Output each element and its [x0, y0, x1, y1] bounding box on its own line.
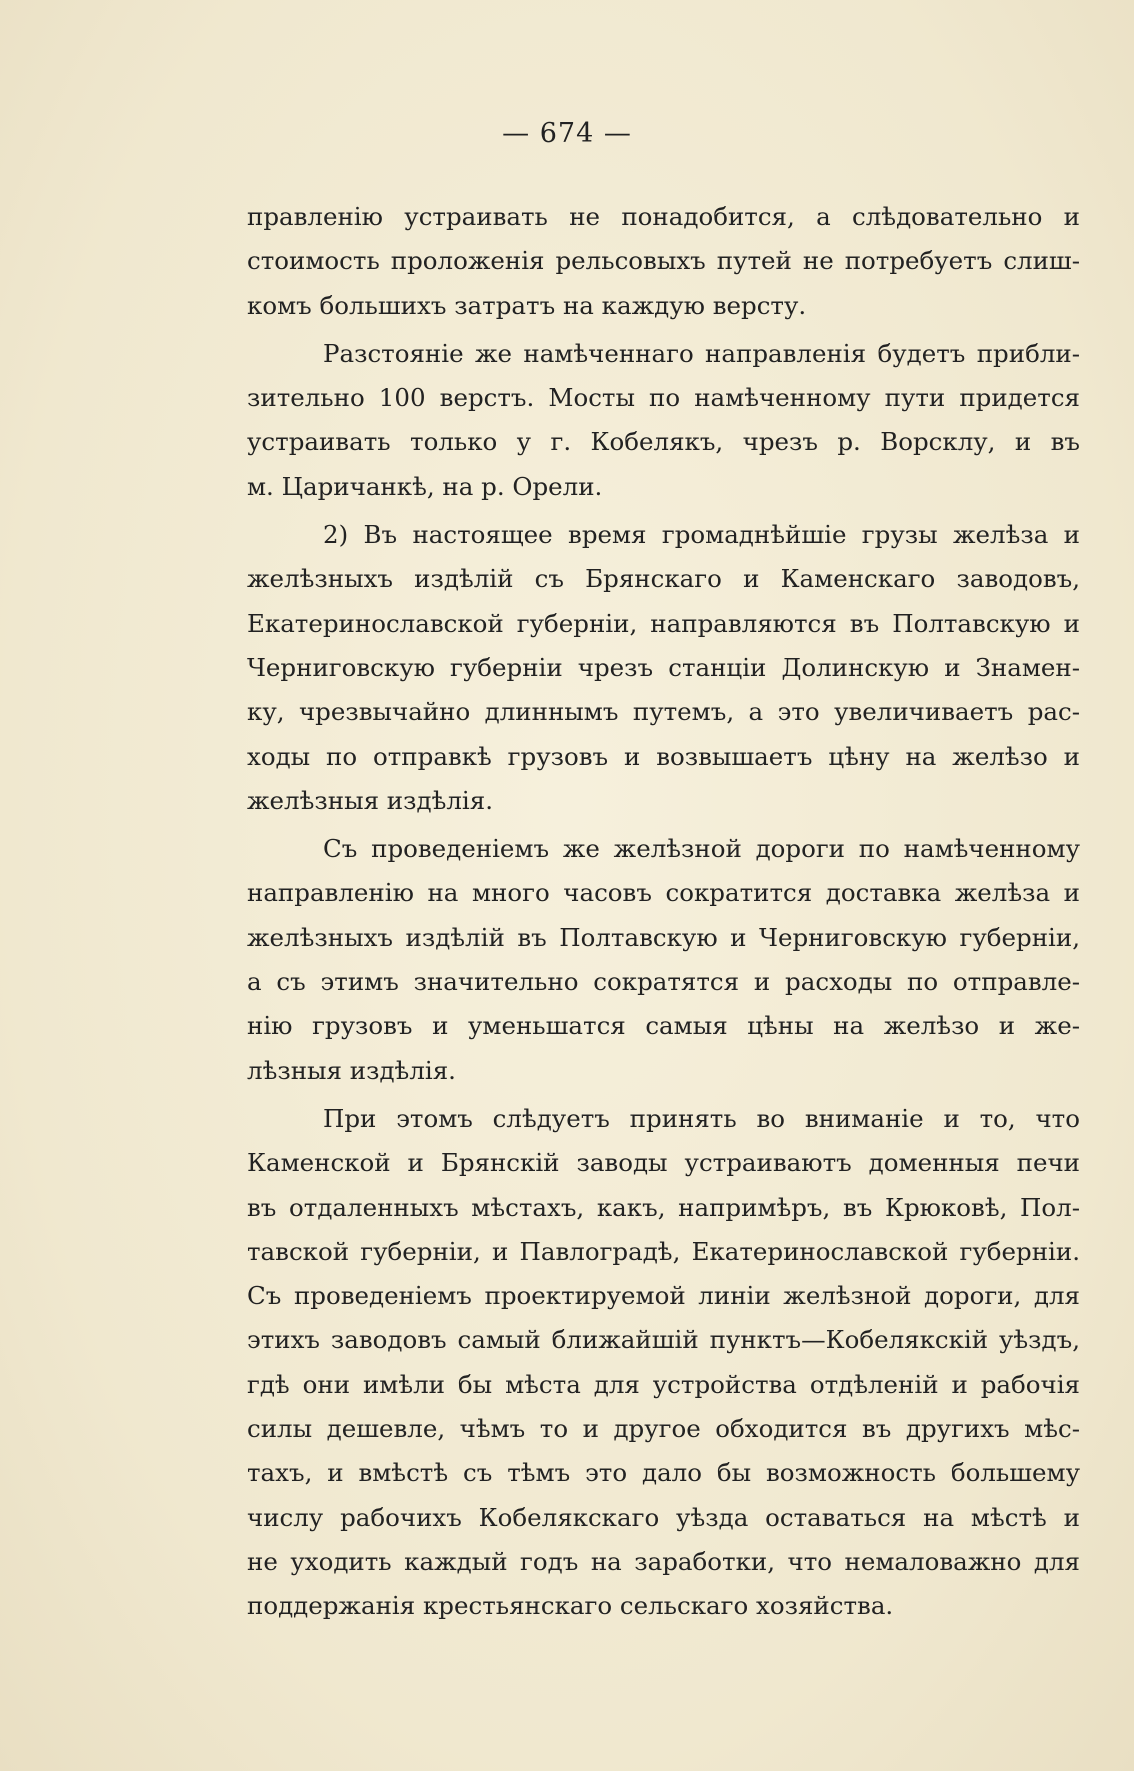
text-line: а съ этимъ значительно сократятся и расходы по отправле-	[247, 967, 1080, 997]
text-line: Черниговскую губерніи чрезъ станціи Долинскую и Знамен-	[247, 652, 1080, 682]
body-text	[247, 195, 1080, 1629]
text-line: числу рабочихъ Кобелякскаго уѣзда оставаться на мѣстѣ и	[247, 1502, 1080, 1532]
text-line: Разстояніе же намѣченнаго направленія будетъ прибли-	[323, 338, 1080, 368]
text-line: При этомъ слѣдуетъ принять во вниманіе и то, что	[323, 1103, 1080, 1133]
text-line: силы дешевле, чѣмъ то и другое обходится въ другихъ мѣс-	[247, 1414, 1080, 1444]
text-line: гдѣ они имѣли бы мѣста для устройства отдѣленій и рабочія	[247, 1369, 1080, 1399]
paragraph	[247, 827, 1080, 1093]
text-line: правленію устраивать не понадобится, а слѣдовательно и	[247, 202, 1080, 231]
text-line: ходы по отправкѣ грузовъ и возвышаетъ цѣну на желѣзо и	[247, 741, 1080, 771]
text-line: желѣзныя издѣлія.	[247, 785, 494, 815]
text-line: этихъ заводовъ самый ближайшій пунктъ—Кобелякскій уѣздъ,	[247, 1325, 1080, 1355]
text-line: тахъ, и вмѣстѣ съ тѣмъ это дало бы возможность большему	[247, 1458, 1080, 1488]
paragraph	[247, 1097, 1080, 1629]
paragraph	[247, 332, 1080, 509]
text-line: устраивать только у г. Кобелякъ, чрезъ р. Ворсклу, и въ	[247, 427, 1080, 457]
paragraph	[247, 513, 1080, 823]
paragraph	[247, 195, 1080, 328]
text-line: Съ проведеніемъ проектируемой линіи желѣзной дороги, для	[247, 1281, 1080, 1311]
text-line: не уходить каждый годъ на заработки, что немаловажно для	[247, 1546, 1080, 1576]
text-line: желѣзныхъ издѣлій съ Брянскаго и Каменскаго заводовъ,	[247, 564, 1080, 594]
text-line: желѣзныхъ издѣлій въ Полтавскую и Черниговскую губерніи,	[247, 922, 1080, 952]
text-line: тавской губерніи, и Павлоградѣ, Екатеринославской губерніи.	[247, 1236, 1080, 1266]
text-line: Съ проведеніемъ же желѣзной дороги по намѣченному	[323, 834, 1080, 864]
text-line: 2) Въ настоящее время громаднѣйшіе грузы желѣза и	[323, 520, 1080, 550]
text-line: м. Царичанкѣ, на р. Орели.	[247, 471, 603, 501]
text-line: Екатеринославской губерніи, направляются въ Полтавскую и	[247, 608, 1080, 638]
text-line: поддержанія крестьянскаго сельскаго хозяйства.	[247, 1591, 894, 1621]
text-line: ку, чрезвычайно длиннымъ путемъ, а это увеличиваетъ рас-	[247, 697, 1080, 727]
text-line: лѣзныя издѣлія.	[247, 1055, 456, 1085]
page-number: — 674 —	[502, 118, 632, 149]
text-line: въ отдаленныхъ мѣстахъ, какъ, напримѣръ, въ Крюковѣ, Пол-	[247, 1192, 1080, 1222]
text-line: Каменской и Брянскій заводы устраиваютъ доменныя печи	[247, 1148, 1080, 1178]
text-line: комъ большихъ затратъ на каждую версту.	[247, 290, 807, 320]
text-line: нію грузовъ и уменьшатся самыя цѣны на желѣзо и же-	[247, 1011, 1080, 1041]
text-line: стоимость проложенія рельсовыхъ путей не потребуетъ слиш-	[247, 246, 1080, 276]
text-line: зительно 100 верстъ. Мосты по намѣченному пути придется	[247, 383, 1080, 413]
text-line: направленію на много часовъ сократится доставка желѣза и	[247, 878, 1080, 908]
